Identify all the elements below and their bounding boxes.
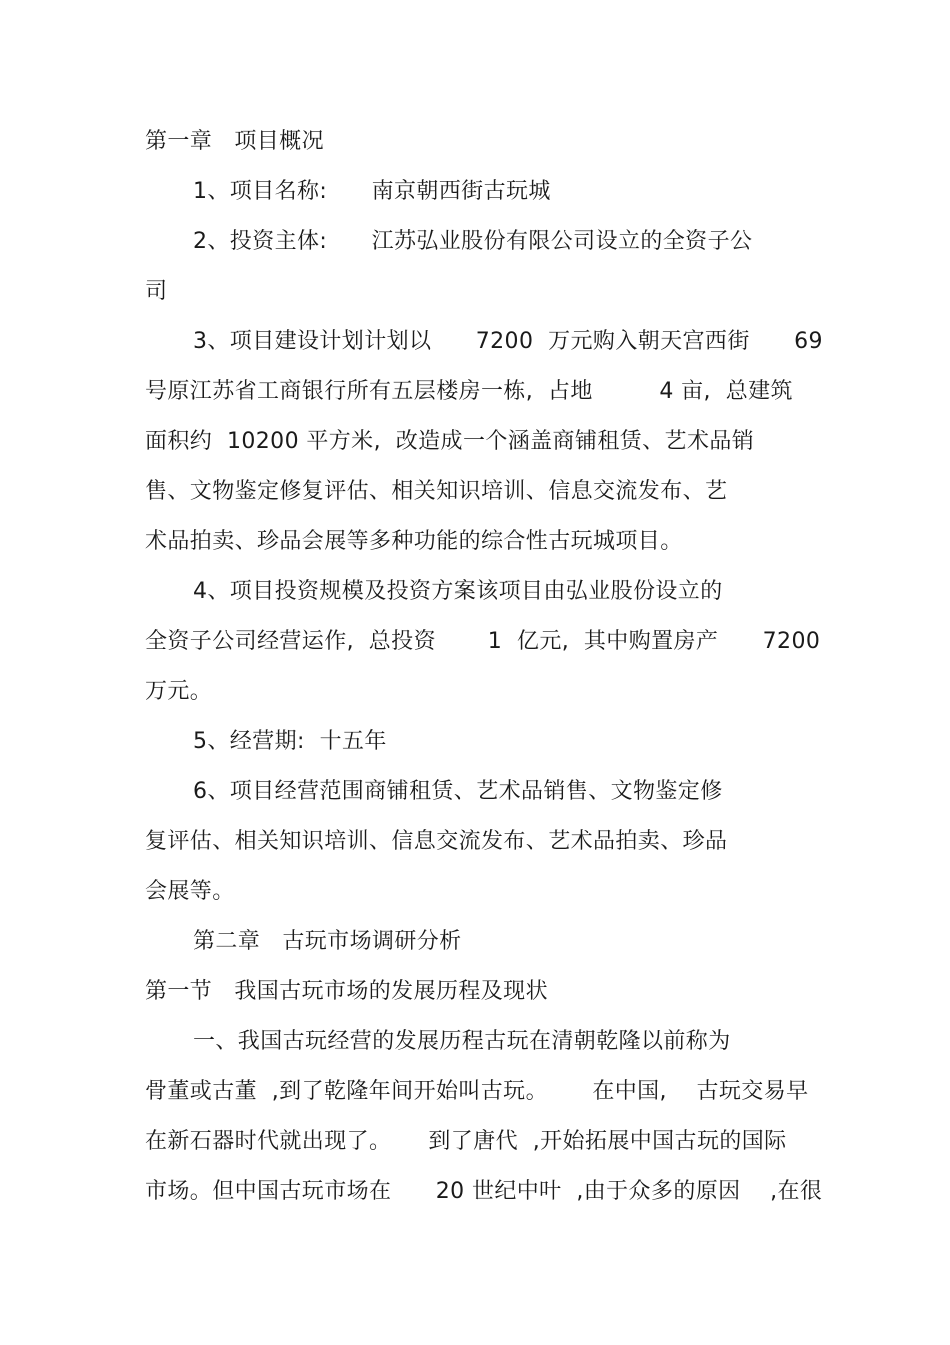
item-6-scope-line-3: 会展等。 (145, 879, 235, 904)
item-6-scope-line-2: 复评估、相关知识培训、信息交流发布、艺术品拍卖、珍品 (145, 829, 728, 854)
chapter-1-heading: 第一章 项目概况 (145, 129, 324, 154)
item-6-scope-line-1: 6、项目经营范围商铺租赁、艺术品销售、文物鉴定修 (193, 779, 723, 804)
item-3-plan-line-2: 号原江苏省工商银行所有五层楼房一栋, 占地 4 亩, 总建筑 (145, 379, 793, 404)
history-paragraph-line-2: 骨董或古董 ,到了乾隆年间开始叫古玩。 在中国, 古玩交易早 (145, 1079, 809, 1104)
section-1-heading: 第一节 我国古玩市场的发展历程及现状 (145, 979, 548, 1004)
item-3-plan-line-4: 售、文物鉴定修复评估、相关知识培训、信息交流发布、艺 (145, 479, 728, 504)
item-4-scale-line-2: 全资子公司经营运作, 总投资 1 亿元, 其中购置房产 7200 (145, 629, 821, 654)
item-5-period: 5、经营期: 十五年 (193, 729, 387, 754)
item-2-investor-line-1: 2、投资主体: 江苏弘业股份有限公司设立的全资子公 (193, 229, 753, 254)
item-1-project-name: 1、项目名称: 南京朝西街古玩城 (193, 179, 551, 204)
item-4-scale-line-1: 4、项目投资规模及投资方案该项目由弘业股份设立的 (193, 579, 723, 604)
item-3-plan-line-1: 3、项目建设计划计划以 7200 万元购入朝天宫西街 69 (193, 329, 823, 354)
item-4-scale-line-3: 万元。 (145, 679, 213, 704)
item-2-investor-line-2: 司 (145, 279, 168, 304)
history-paragraph-line-3: 在新石器时代就出现了。 到了唐代 ,开始拓展中国古玩的国际 (145, 1129, 787, 1154)
item-3-plan-line-3: 面积约 10200 平方米, 改造成一个涵盖商铺租赁、艺术品销 (145, 429, 755, 454)
chapter-2-heading: 第二章 古玩市场调研分析 (193, 929, 462, 954)
history-paragraph-line-1: 一、我国古玩经营的发展历程古玩在清朝乾隆以前称为 (193, 1029, 731, 1054)
item-3-plan-line-5: 术品拍卖、珍品会展等多种功能的综合性古玩城项目。 (145, 529, 683, 554)
history-paragraph-line-4: 市场。但中国古玩市场在 20 世纪中叶 ,由于众多的原因 ,在很 (145, 1179, 823, 1204)
